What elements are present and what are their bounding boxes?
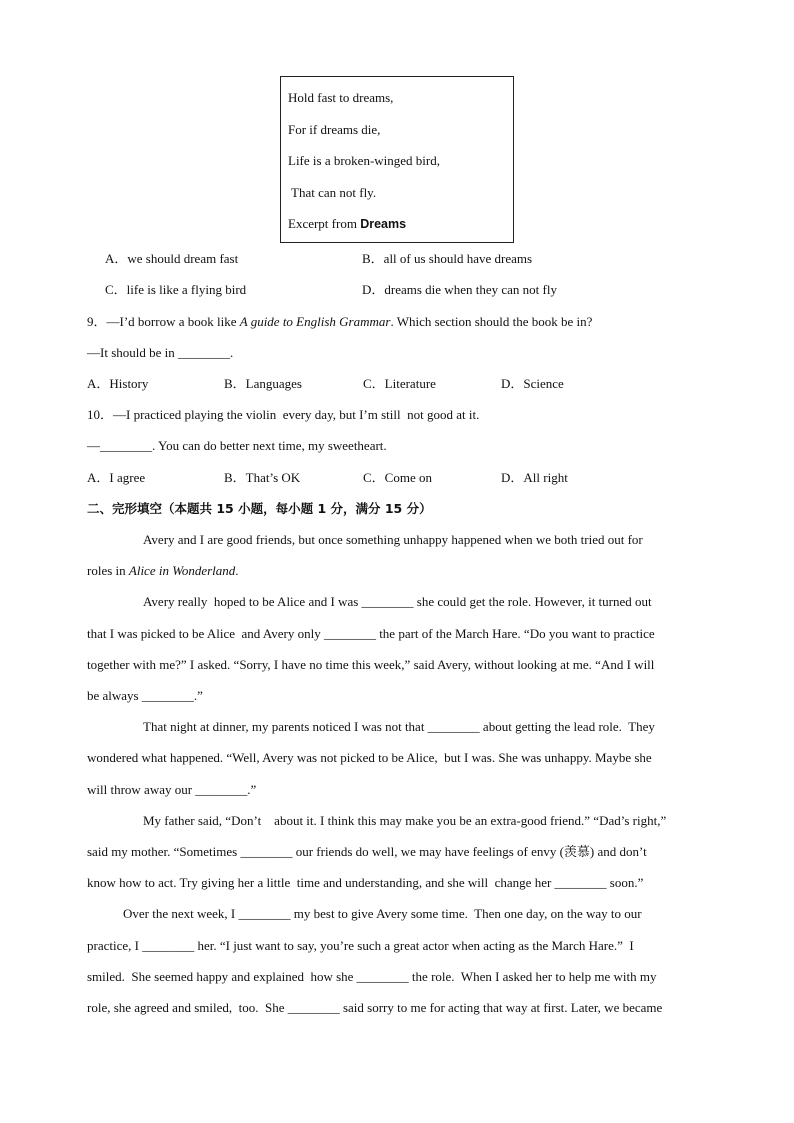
passage-line-10: My father said, “Don’t about it. I think this may make you be an extra-good friend.” “Dad’s right,” (143, 813, 667, 828)
passage-line-2-pre: roles in (87, 563, 129, 578)
q9-number: 9． (87, 314, 107, 329)
poem-line-2: For if dreams die, (288, 121, 381, 137)
passage-line-1: Avery and I are good friends, but once something unhappy happened when we both tried out for (143, 532, 643, 547)
passage-line-5: together with me?” I asked. “Sorry, I have no time this week,” said Avery, without looking at me. “And I will (87, 657, 655, 672)
passage-line-2-post: . (235, 563, 239, 578)
passage-line-15: smiled. She seemed happy and explained how she ________ the role. When I asked her to help me with my (87, 969, 657, 984)
q8-option-d: D．dreams die when they can not fly (362, 282, 557, 297)
q9-book-title: A guide to English Grammar (239, 314, 391, 329)
passage-line-3: Avery really hoped to be Alice and I was ________ she could get the role. However, it turned out (143, 594, 652, 609)
q10-option-d: D．All right (501, 470, 568, 485)
poem-source-title: Dreams (360, 217, 407, 231)
q10-reply: —________. You can do better next time, my sweetheart. (87, 438, 387, 453)
poem-line-3: Life is a broken-winged bird, (288, 153, 440, 168)
section-2-heading: 二、完形填空（本题共 15 小题，每小题 1 分，满分 15 分） (87, 501, 432, 516)
q10-stem (87, 406, 479, 424)
poem-source (288, 216, 513, 248)
q9-option-d: D．Science (501, 376, 564, 391)
q9-option-a: A．History (87, 376, 149, 391)
q9-stem-pre: —I’d borrow a book like (106, 314, 240, 329)
q9-reply: —It should be in ________. (87, 345, 234, 360)
q9-option-c: C．Literature (363, 376, 436, 391)
passage-line-13: Over the next week, I ________ my best to give Avery some time. Then one day, on the way to our (123, 906, 642, 921)
q10-number: 10． (87, 407, 114, 422)
passage-line-16: role, she agreed and smiled, too. She ________ said sorry to me for acting that way at first. Later, we became (87, 1000, 663, 1015)
q10-option-c: C．Come on (363, 470, 432, 485)
poem-line-4: That can not fly. (288, 184, 377, 200)
passage-line-6: be always ________.” (87, 688, 203, 703)
poem-box (280, 76, 514, 243)
q10-option-a: A．I agree (87, 470, 146, 485)
q9-option-b: B．Languages (224, 376, 302, 391)
q9-stem-post: . Which section should the book be in? (390, 314, 593, 329)
q10-stem-text: —I practiced playing the violin every day, but I’m still not good at it. (113, 407, 480, 422)
play-title: Alice in Wonderland (128, 563, 236, 578)
passage-line-9: will throw away our ________.” (87, 782, 257, 797)
q8-option-b: B．all of us should have dreams (362, 251, 533, 266)
passage-line-12: know how to act. Try giving her a little time and understanding, and she will change her ________ soon.” (87, 875, 644, 890)
passage-line-11: said my mother. “Sometimes ________ our friends do well, we may have feelings of envy (羡慕) and don’t (87, 844, 647, 859)
q8-option-a: A．we should dream fast (105, 251, 239, 266)
passage-line-7: That night at dinner, my parents noticed I was not that ________ about getting the lead role. They (143, 719, 655, 734)
q8-option-c: C．life is like a flying bird (105, 282, 247, 297)
poem-line-1: Hold fast to dreams, (288, 90, 394, 105)
passage-line-14: practice, I ________ her. “I just want to say, you’re such a great actor when acting as the March Hare.” I (87, 938, 634, 953)
passage-line-8: wondered what happened. “Well, Avery was not picked to be Alice, but I was. She was unhappy. Maybe she (87, 750, 652, 765)
q10-option-b: B．That’s OK (224, 470, 301, 485)
q9-stem (87, 313, 592, 331)
passage-line-4: that I was picked to be Alice and Avery only ________ the part of the March Hare. “Do you want to practice (87, 626, 655, 641)
poem-source-prefix: Excerpt from (288, 216, 361, 231)
passage-line-2 (87, 562, 707, 580)
